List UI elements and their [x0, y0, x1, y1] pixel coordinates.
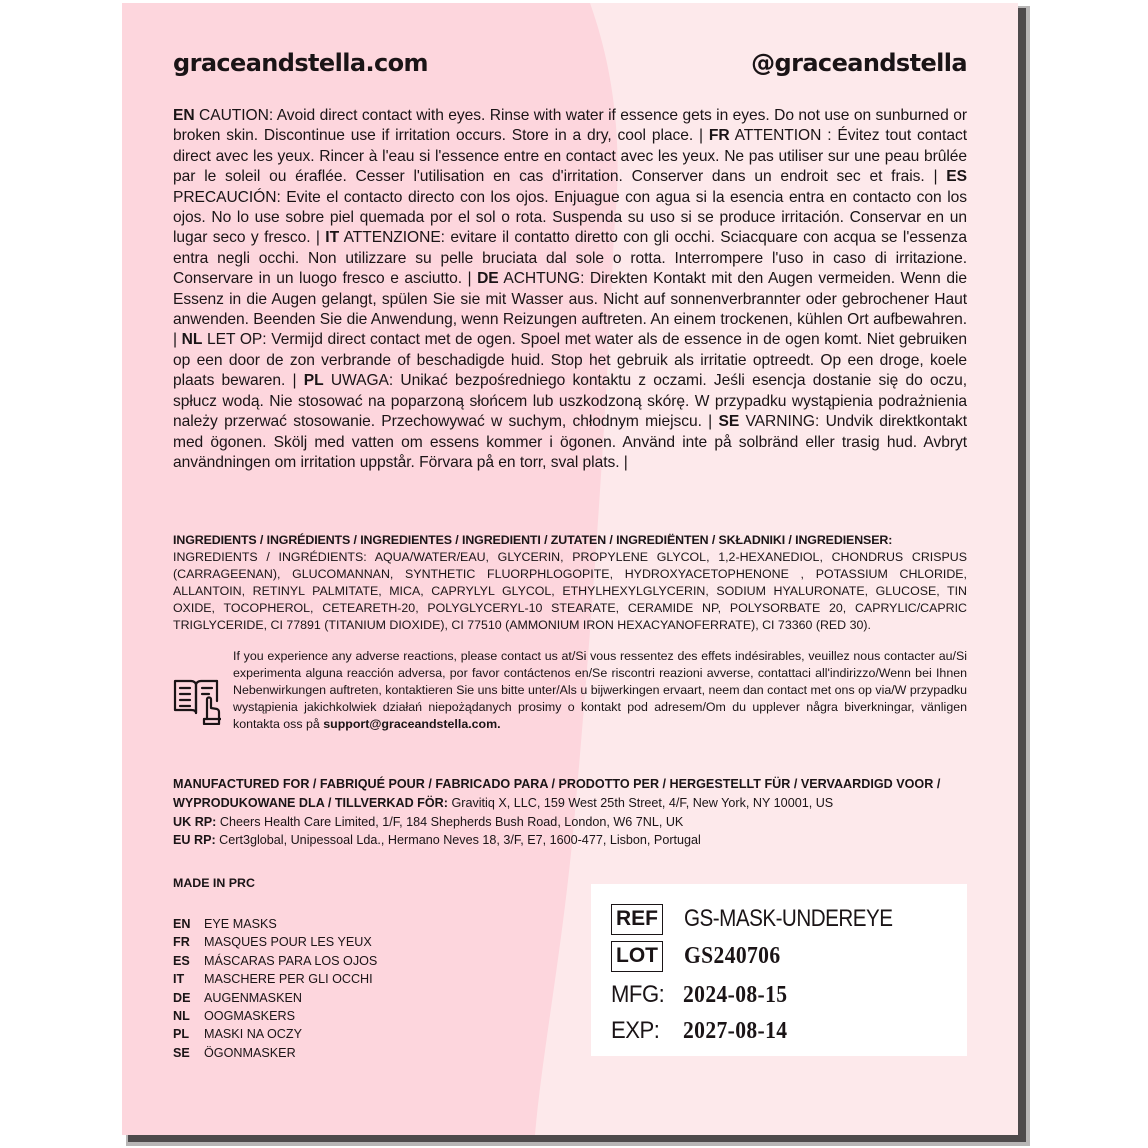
- caution-es: PRECAUCIÓN: Evite el contacto directo con los ojos. Enjuague con agua si la esencia entra en contacto con los ojos. No lo use sobre piel quemada por el sol o rota. Suspenda su uso si se produce irritación. Conservar en un lugar seco y fresco. |: [173, 188, 967, 247]
- product-name: EYE MASKS: [204, 917, 277, 931]
- lot-value: GS240706: [684, 942, 781, 969]
- manufactured-for-label-1: MANUFACTURED FOR / FABRIQUÉ POUR / FABRICADO PARA / PRODOTTO PER / HERGESTELLT FÜR / VERVAARDIGD VOOR /: [173, 777, 941, 791]
- manufactured-for-line2: [173, 794, 973, 813]
- instruction-booklet-icon: [173, 675, 221, 725]
- product-name: MÁSCARAS PARA LOS OJOS: [204, 953, 378, 968]
- website-url: graceandstella.com: [173, 49, 428, 77]
- product-name: MASCHERE PER GLI OCCHI: [204, 972, 373, 987]
- ingredients-list: INGREDIENTS / INGRÉDIENTS: AQUA/WATER/EAU, GLYCERIN, PROPYLENE GLYCOL, 1,2-HEXANEDIOL, CHONDRUS CRISPUS (CARRAGEENAN), GLUCOMANNAN, SYNTHETIC FLUORPHLOGOPITE, HYDROXYACETOPHENONE , POTASSIUM CHLORIDE, ALLANTOIN, RETINYL PALMITATE, MICA, CAPRYLYL GLYCOL, ETHYLHEXYLGLYCERIN, SODIUM HYALURONATE, GLUCOSE, TIN OXIDE, TOCOPHEROL, CETEARETH-20, POLYGLYCERYL-10 STEARATE, CERAMIDE NP, POLYSORBATE 20, CAPRYLIC/CAPRIC TRIGLYCERIDE, CI 77891 (TITANIUM DIOXIDE), CI 77510 (AMMONIUM IRON HEXACYANOFERRATE), CI 73360 (RED 30).: [173, 550, 967, 632]
- adverse-reaction-message: If you experience any adverse reactions, please contact us at/Si vous ressentez des effets indésirables, veuillez nous contacter au/Si experimenta alguna reacción adversa, por favor contáctenos en/Se riscontri reazioni avverse, contattaci all'indirizzo/Wenn bei Ihnen Nebenwirkungen auftreten, kontaktieren Sie uns bitte unter/Als u bijwerkingen ervaart, neem dan contact met ons op via/W przypadku wystąpienia jakichkolwiek działań niepożądanych prosimy o kontakt pod adresem/Om du upplever några biverkningar, vänligen kontakta oss på: [233, 649, 967, 731]
- caution-se: VARNING: Undvik direktkontakt med ögonen. Skölj med vatten om essens kommer i ögonen. Använd inte på solbränd eller trasig hud. Avbryt användningen om irritation uppstår. Förvara på en torr, sval plats. |: [173, 413, 967, 471]
- product-name-row: [173, 1007, 377, 1025]
- lang-code: NL: [173, 1009, 190, 1024]
- manufactured-for-label-2: WYPRODUKOWANE DLA / TILLVERKAD FÖR:: [173, 795, 448, 810]
- lang-code-nl: NL: [181, 331, 203, 349]
- caution-nl: LET OP: Vermijd direct contact met de ogen. Spoel met water als de essence in de ogen komt. Niet gebruiken op een door de zon verbrande of beschadigde huid. Stop het gebruik als irritatie optreedt. Op een droge, koele plaats bewaren. |: [173, 331, 967, 390]
- eu-rp-address: Cert3global, Unipessoal Lda., Hermano Neves 18, 3/F, E7, 1600-477, Lisbon, Portugal: [215, 833, 701, 848]
- lot-row: [611, 940, 791, 972]
- lang-code: FR: [173, 935, 190, 950]
- product-name-row: [173, 989, 377, 1007]
- ref-symbol: REF: [611, 904, 663, 935]
- lang-code-de: DE: [477, 270, 499, 288]
- product-name-row: [173, 970, 377, 988]
- eu-rp-label: EU RP:: [173, 833, 216, 848]
- uk-rp-line: [173, 813, 973, 832]
- product-name-row: [173, 952, 377, 970]
- caution-it: ATTENZIONE: evitare il contatto diretto con gli occhi. Sciacquare con acqua se l'essenza entra negli occhi. Non utilizzare su pelle bruciata dal sole o rotta. Interrompere l'uso in caso di irritazione. Conservare in un luogo fresco e asciutto. |: [173, 229, 967, 288]
- lang-code: EN: [173, 917, 191, 931]
- exp-label: EXP:: [611, 1017, 660, 1044]
- product-names-list: [173, 915, 377, 1062]
- ingredients-title: INGREDIENTS / INGRÉDIENTS / INGREDIENTES / INGREDIENTI / ZUTATEN / INGREDIËNTEN / SKŁADNIKI / INGREDIENSER:: [173, 533, 893, 547]
- lang-code-it: IT: [325, 229, 340, 247]
- social-handle: @graceandstella: [751, 49, 967, 77]
- mfg-date: 2024-08-15: [683, 981, 788, 1008]
- uk-rp-address: Cheers Health Care Limited, 1/F, 184 Shepherds Bush Road, London, W6 7NL, UK: [216, 814, 684, 829]
- caution-fr: ATTENTION : Évitez tout contact direct avec les yeux. Rincer à l'eau si l'essence entre en contact avec les yeux. Ne pas utiliser sur une peau brûlée par le soleil ou éraflée. Cesser l'utilisation en cas d'irritation. Conserver dans un endroit sec et frais. |: [173, 127, 967, 186]
- lang-code-es: ES: [946, 168, 967, 186]
- mfg-row: [611, 979, 799, 1011]
- exp-date: 2027-08-14: [683, 1017, 788, 1044]
- lang-code: DE: [173, 990, 191, 1005]
- lang-code-en: EN: [173, 107, 195, 124]
- lot-symbol: LOT: [611, 941, 663, 972]
- mfg-label: MFG:: [611, 981, 665, 1008]
- lang-code: PL: [173, 1027, 190, 1042]
- product-name: MASKI NA OCZY: [204, 1027, 302, 1042]
- adverse-reaction-block: [173, 648, 967, 753]
- ingredients-block: [173, 532, 967, 634]
- page-content: [122, 3, 1018, 1135]
- lang-code-pl: PL: [303, 372, 324, 390]
- lang-code-se: SE: [718, 413, 740, 431]
- product-name-row: [173, 933, 377, 951]
- support-email: support@graceandstella.com.: [323, 717, 501, 731]
- ref-value: GS-MASK-UNDEREYE: [684, 905, 893, 932]
- manufacturer-address: Gravitiq X, LLC, 159 West 25th Street, 4/F, New York, NY 10001, US: [447, 795, 834, 810]
- lang-code: SE: [173, 1045, 190, 1060]
- product-name: MASQUES POUR LES YEUX: [204, 935, 372, 950]
- caution-text-block: [173, 106, 967, 473]
- eu-rp-line: [173, 831, 973, 850]
- lot-info-label-box: [591, 884, 967, 1056]
- ref-row: [611, 903, 926, 935]
- product-name: AUGENMASKEN: [204, 990, 302, 1005]
- lang-code: IT: [173, 972, 185, 987]
- adverse-reaction-text: [233, 648, 967, 733]
- product-name-row: [173, 915, 377, 933]
- uk-rp-label: UK RP:: [173, 814, 217, 829]
- manufactured-for-line1: [173, 775, 973, 794]
- manufacturer-block: [173, 775, 973, 850]
- caution-de: ACHTUNG: Direkten Kontakt mit den Augen vermeiden. Wenn die Essenz in die Augen gelangt, spülen Sie sie mit Wasser aus. Nicht auf sonnenverbrannter oder gebrochener Haut anwenden. Beenden Sie die Anwendung, wenn Reizungen auftreten. An einem trockenen, kühlen Ort aufbewahren. |: [173, 270, 967, 349]
- product-name-row: [173, 1025, 377, 1043]
- caution-en: CAUTION: Avoid direct contact with eyes. Rinse with water if essence gets in eyes. Do not use on sunburned or broken skin. Discontinue use if irritation occurs. Store in a dry, cool place. |: [173, 107, 967, 145]
- product-label-page: [122, 3, 1018, 1135]
- product-name: OOGMASKERS: [204, 1009, 295, 1024]
- made-in-label: MADE IN PRC: [173, 876, 255, 890]
- product-name: ÖGONMASKER: [204, 1045, 296, 1060]
- exp-row: [611, 1015, 799, 1047]
- lang-code: ES: [173, 953, 190, 968]
- lang-code-fr: FR: [708, 127, 730, 145]
- caution-pl: UWAGA: Unikać bezpośredniego kontaktu z oczami. Jeśli esencja dostanie się do oczu, spłucz wodą. Nie stosować na poparzoną słońcem lub uszkodzoną skórę. W przypadku wystąpienia podrażnienia należy przerwać stosowanie. Przechowywać w suchym, chłodnym miejscu. |: [173, 372, 967, 431]
- product-name-row: [173, 1044, 377, 1062]
